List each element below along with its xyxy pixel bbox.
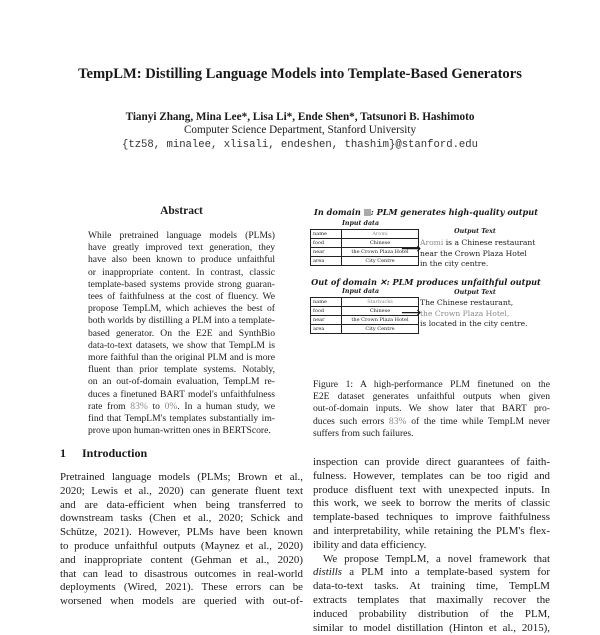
- table-key: area: [311, 325, 342, 334]
- output-line: is located in the city centre.: [420, 319, 528, 329]
- table-key: name: [311, 230, 342, 239]
- table-value: Starbucks: [342, 298, 419, 307]
- left-column-body: [60, 471, 303, 609]
- section-number: 1: [60, 446, 66, 460]
- figure-caption: [313, 379, 550, 440]
- output-line: in the city centre.: [420, 259, 489, 269]
- text-line: deployments (Wired, 2021). These errors can be: [60, 581, 303, 594]
- text-line: distills a PLM into a template-based system for: [313, 566, 550, 579]
- output-line: near the Crown Plaza Hotel: [420, 248, 527, 258]
- table-value: the Crown Plaza Hotel: [342, 248, 419, 257]
- arrow-icon: ⟶: [401, 305, 422, 321]
- table-value: Chinese: [342, 307, 419, 316]
- table-key: food: [311, 307, 342, 316]
- text-line: prove upon human-written ones in BERTScore.: [88, 425, 271, 437]
- text-line: have also been known to produce unfaithful: [88, 254, 275, 266]
- output-text-label: Output Text: [454, 289, 496, 296]
- table-key: near: [311, 316, 342, 325]
- abstract-heading: Abstract: [160, 205, 203, 217]
- text-line: extracts templates that maximally recover the: [313, 593, 550, 606]
- text-segment: rate from: [88, 400, 131, 412]
- arrow-icon: ⟶: [401, 241, 422, 257]
- text-segment: to: [147, 400, 165, 412]
- text-line: data-to-text datasets, we show that TempLM is: [88, 339, 275, 351]
- checkbox-icon: [364, 209, 371, 216]
- text-line: on an out-of-domain evaluation, TempLM re-: [88, 376, 275, 388]
- text-segment: of the time while TempLM never: [406, 415, 550, 427]
- text-line: E2E dataset generates unfaithful outputs when given: [313, 391, 550, 403]
- output-entity: Aromi: [420, 238, 444, 247]
- text-line: Pretrained language models (PLMs; Brown et al.,: [60, 471, 303, 483]
- text-line: downstream tasks (Chen et al., 2020; Schick and: [60, 512, 303, 525]
- table-row: [311, 325, 419, 334]
- out-domain-heading-rest: : PLM produces unfaithful output: [386, 277, 541, 287]
- table-key: food: [311, 239, 342, 248]
- right-column-body: [313, 456, 550, 635]
- text-line: template-based systems provide strong guaran-: [88, 278, 275, 290]
- text-line: Figure 1: A high-performance PLM finetuned on the: [313, 379, 550, 390]
- text-line: that can lead to disastrous outcomes in real-world: [60, 567, 303, 580]
- table-key: area: [311, 257, 342, 266]
- text-line: or inappropriate content. In contrast, classic: [88, 266, 275, 278]
- text-line: and inappropriate content (Gehman et al., 2020): [60, 553, 303, 566]
- output-text-label: Output Text: [454, 228, 496, 235]
- out-domain-output-text: [420, 298, 528, 330]
- text-line: data-to-text tasks. At training time, TempLM: [313, 580, 550, 593]
- text-line: Schütze, 2021). However, PLMs have been known: [60, 526, 303, 539]
- affiliation: Computer Science Department, Stanford University: [183, 124, 417, 136]
- section-title: Introduction: [82, 446, 148, 460]
- text-line: While pretrained language models (PLMs): [88, 230, 275, 241]
- highlighted-text: 83%: [130, 400, 148, 412]
- text-line: and interpretability, while retaining the PLM's flex-: [313, 524, 550, 537]
- table-key: near: [311, 248, 342, 257]
- text-line: tees of faithfulness at the cost of fluency. We: [88, 291, 275, 303]
- in-domain-heading-rest: : PLM generates high-quality output: [370, 207, 538, 217]
- text-line: similar to model distillation (Hinton et al., 2015),: [313, 621, 550, 634]
- section-heading-introduction: [60, 446, 147, 461]
- out-domain-heading: [296, 277, 556, 287]
- in-domain-heading-text: In domain: [314, 207, 361, 217]
- text-line: fulness. However, templates can be too rigid and: [313, 469, 550, 482]
- text-line: to produce unfaithful outputs (Maynez et al., 2020): [60, 539, 303, 552]
- text-line: template-based techniques to improve faithfulness: [313, 511, 550, 524]
- text-line: more faithful than the original PLM and is more: [88, 352, 275, 364]
- text-segment: duces such errors: [313, 415, 389, 427]
- table-value: the Crown Plaza Hotel: [342, 316, 419, 325]
- text-line: ibility and data efficiency.: [313, 538, 427, 551]
- table-value: City Centre: [342, 325, 419, 334]
- text-line: fluent than prior template systems. Notably,: [88, 364, 275, 376]
- text-line: out-of-domain inputs. We show later that BART pro-: [313, 403, 550, 415]
- text-line: and are data-efficient when being transferred to: [60, 498, 303, 511]
- cross-icon: ✕: [379, 277, 387, 287]
- table-key: name: [311, 298, 342, 307]
- paper-title: TempLM: Distilling Language Models into Template-Based Generators: [78, 66, 522, 82]
- text-line: both worlds by distilling a PLM into a template-: [88, 315, 275, 327]
- input-data-label: Input data: [341, 220, 380, 227]
- emails: {tz58, minalee, xlisali, endeshen, thashim}@stanford.edu: [121, 139, 478, 151]
- input-data-label: Input data: [341, 288, 380, 295]
- text-line: worsened when models are queried with out-of-: [60, 595, 303, 608]
- text-line: induced probability distribution of the PLM,: [313, 607, 550, 620]
- table-row: [311, 230, 419, 239]
- output-line: is a Chinese restaurant: [443, 238, 536, 247]
- authors: Tianyi Zhang, Mina Lee*, Lisa Li*, Ende Shen*, Tatsunori B. Hashimoto: [125, 111, 475, 123]
- text-line: this work, we seek to borrow the merits of classic: [313, 497, 550, 510]
- text-line: 2020; Lewis et al., 2020) can generate fluent text: [60, 484, 303, 497]
- abstract-body: [88, 230, 275, 437]
- text-line: suffers from such failures.: [313, 427, 414, 439]
- table-value: Chinese: [342, 239, 419, 248]
- table-value: City Centre: [342, 257, 419, 266]
- highlighted-text: 0%: [164, 400, 178, 412]
- text-line: produce disfluent text with unexpected inputs. In: [313, 483, 550, 496]
- text-line: [313, 416, 550, 428]
- table-value: Aromi: [342, 230, 419, 239]
- output-line-hallucinated: the Crown Plaza Hotel,: [420, 308, 510, 318]
- highlighted-text: 83%: [388, 415, 407, 427]
- text-line: find that TempLM's templates substantially im-: [88, 413, 275, 425]
- text-line: inspection can provide direct guarantees of faith-: [313, 456, 550, 468]
- text-line: have greatly improved text generation, they: [88, 242, 275, 254]
- text-segment: . In a human study, we: [177, 400, 276, 412]
- in-domain-output-text: [420, 238, 535, 270]
- out-domain-heading-text: Out of domain: [311, 277, 380, 287]
- output-line: The Chinese restaurant,: [420, 298, 514, 307]
- text-line: We propose TempLM, a novel framework that: [323, 552, 550, 565]
- text-line: duces a finetuned BART model's unfaithfulness: [88, 388, 275, 400]
- text-line: propose TempLM, which achieves the best of: [88, 303, 275, 315]
- text-line: [88, 401, 275, 413]
- in-domain-heading: [296, 207, 556, 217]
- text-line: based generator. On the E2E and SynthBio: [88, 327, 275, 339]
- table-row: [311, 257, 419, 266]
